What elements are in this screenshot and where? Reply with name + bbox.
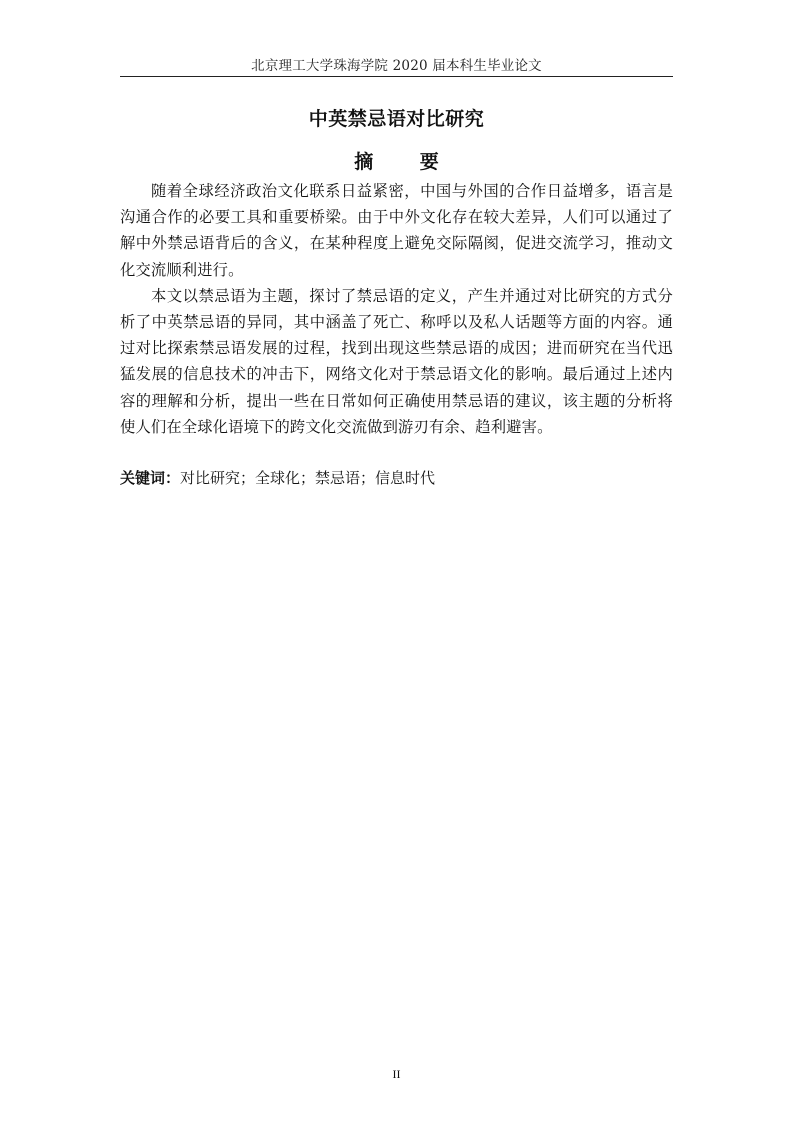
abstract-body — [120, 178, 673, 440]
document-title: 中英禁忌语对比研究 — [308, 108, 485, 130]
keywords-line — [120, 466, 673, 490]
abstract-paragraph-2: 本文以禁忌语为主题，探讨了禁忌语的定义，产生并通过对比研究的方式分析了中英禁忌语的异同，其中涵盖了死亡、称呼以及私人话题等方面的内容。通过对比探索禁忌语发展的过程，找到出现这些禁忌语的成因；进而研究在当代迅猛发展的信息技术的冲击下，网络文化对于禁忌语文化的影响。最后通过上述内容的理解和分析，提出一些在日常如何正确使用禁忌语的建议，该主题的分析将使人们在全球化语境下的跨文化交流做到游刃有余、趋利避害。 — [120, 286, 673, 436]
header-rule — [120, 76, 673, 77]
abstract-paragraph-1: 随着全球经济政治文化联系日益紧密，中国与外国的合作日益增多，语言是沟通合作的必要工具和重要桥梁。由于中外文化存在较大差异，人们可以通过了解中外禁忌语背后的含义，在某种程度上避免交际隔阂，促进交流学习，推动文化交流顺利进行。 — [120, 182, 673, 279]
page-number: II — [392, 1067, 401, 1081]
keywords-value: 对比研究；全球化；禁忌语；信息时代 — [180, 469, 436, 487]
running-header: 北京理工大学珠海学院 2020 届本科生毕业论文 — [251, 58, 542, 74]
abstract-heading: 摘 要 — [354, 151, 459, 173]
keywords-label: 关键词： — [120, 469, 181, 487]
